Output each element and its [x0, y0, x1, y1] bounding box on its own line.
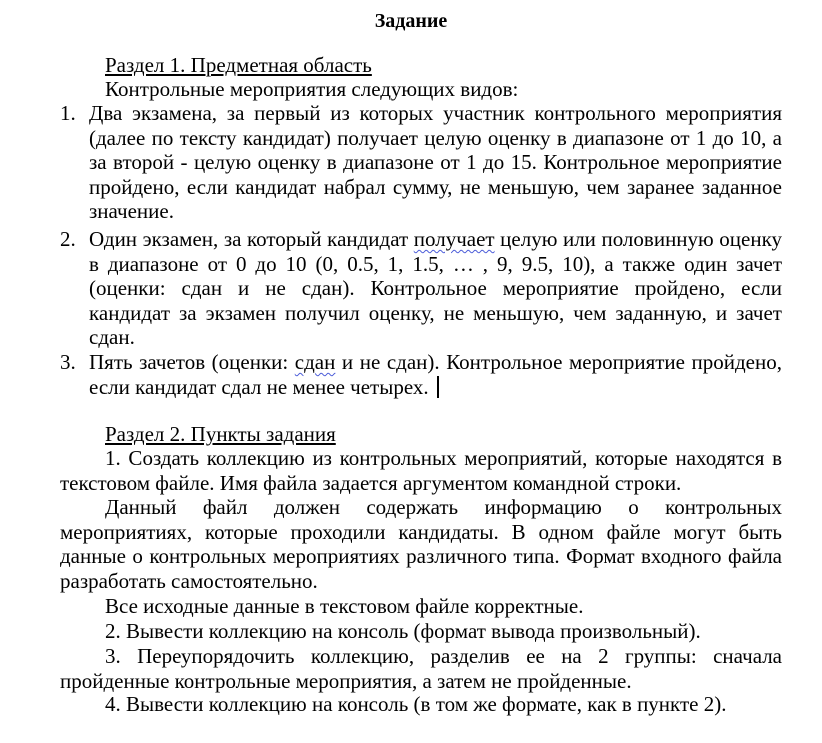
spellcheck-flagged-word[interactable]: получает	[413, 227, 495, 251]
section-2-heading: Раздел 2. Пункты задания	[105, 422, 336, 446]
text-segment: Один экзамен, за который кандидат	[89, 227, 414, 251]
task-paragraph-2: 2. Вывести коллекцию на консоль (формат вывода произвольный).	[105, 619, 701, 643]
task-paragraph-4: 4. Вывести коллекцию на консоль (в том же формате, как в пункте 2).	[105, 692, 727, 716]
task-paragraph-input-valid: Все исходные данные в текстовом файле корректные.	[105, 594, 584, 618]
task-paragraph-3: 3. Переупорядочить коллекцию, разделив ее на 2 группы: сначала пройденные контрольные мероприятия, а затем не пройденные.	[60, 644, 782, 693]
list-item-text	[89, 227, 782, 350]
list-item-text: Два экзамена, за первый из которых участник контрольного мероприятия (далее по тексту кандидат) получает целую оценку в диапазоне от 1 до 10, а за второй - целую оценку в диапазоне от 1 до 15. Контрольное мероприятие пройдено, если кандидат набрал сумму, не меньшую, чем заранее заданное значение.	[89, 101, 782, 223]
spellcheck-flagged-word[interactable]: сдан	[294, 350, 336, 374]
list-item-3	[60, 350, 782, 399]
document-title: Задание	[374, 10, 448, 32]
list-item-1	[60, 101, 782, 224]
list-item-2	[60, 227, 782, 350]
list-item-number: 2.	[60, 227, 76, 251]
text-cursor	[437, 376, 439, 398]
list-item-text	[89, 350, 782, 399]
section-1-intro: Контрольные мероприятия следующих видов:	[105, 77, 519, 101]
list-item-number: 3.	[60, 350, 76, 374]
task-paragraph-1: 1. Создать коллекцию из контрольных мероприятий, которые находятся в текстовом файле. Имя файла задается аргументом командной строки.	[60, 446, 782, 495]
task-paragraph-file-format: Данный файл должен содержать информацию о контрольных мероприятиях, которые проходили кандидаты. В одном файле могут быть данные о контрольных мероприятиях различного типа. Формат входного файла разработать самостоятельно.	[60, 495, 782, 593]
list-item-number: 1.	[60, 101, 76, 125]
section-1-heading: Раздел 1. Предметная область	[105, 53, 372, 77]
text-segment: и не сдан). Контрольное мероприятие пройдено, если кандидат сдал не менее четырех.	[89, 350, 782, 399]
text-segment: целую или половинную оценку в диапазоне от 0 до 10 (0, 0.5, 1, 1.5, … , 9, 9.5, 10), а также один зачет (оценки: сдан и не сдан). Контрольное мероприятие пройдено, если кандидат за экзамен получил оценку, не меньшую, чем заданную, и зачет сдан.	[89, 227, 782, 349]
text-segment: Пять зачетов (оценки:	[89, 350, 295, 374]
